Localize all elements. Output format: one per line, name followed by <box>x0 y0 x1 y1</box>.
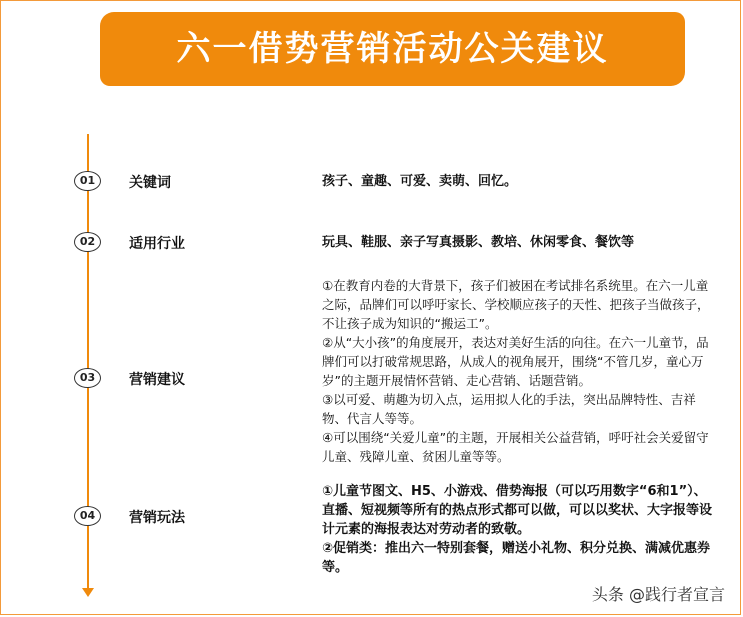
step-badge-03: 03 <box>74 368 101 388</box>
row-label-suggestions: 营销建议 <box>129 372 185 388</box>
row-content-suggestions <box>322 276 717 466</box>
row-label-tactics: 营销玩法 <box>129 510 185 526</box>
row-content-keywords <box>322 172 717 191</box>
step-badge-01: 01 <box>74 171 101 191</box>
page-title: 六一借势营销活动公关建议 <box>176 29 609 69</box>
timeline-arrow-icon <box>82 588 94 597</box>
content-paragraph: ④可以围绕“关爱儿童”的主题，开展相关公益营销，呼吁社会关爱留守儿童、残障儿童、贫困儿童等等。 <box>322 430 709 464</box>
content-paragraph: ②从“大小孩”的角度展开，表达对美好生活的向往。在六一儿童节，品牌们可以打破常规思路，从成人的视角展开，围绕“不管几岁，童心万岁”的主题开展情怀营销、走心营销、话题营销。 <box>322 335 709 388</box>
content-line: 孩子、童趣、可爱、卖萌、回忆。 <box>322 174 518 189</box>
content-paragraph: ③以可爱、萌趣为切入点，运用拟人化的手法，突出品牌特性、吉祥物、代言人等等。 <box>322 392 696 426</box>
step-badge-02: 02 <box>74 232 101 252</box>
content-paragraph: ①在教育内卷的大背景下，孩子们被困在考试排名系统里。在六一儿童之际，品牌们可以呼吁家长、学校顺应孩子的天性、把孩子当做孩子，不让孩子成为知识的“搬运工”。 <box>322 278 710 331</box>
content-line: 玩具、鞋服、亲子写真摄影、教培、休闲零食、餐饮等 <box>322 235 635 250</box>
watermark: 头条 @践行者宣言 <box>591 585 725 604</box>
content-paragraph: ①儿童节图文、H5、小游戏、借势海报（可以巧用数字“6和1”）、直播、短视频等所有的热点形式都可以做，可以以奖状、大字报等设计元素的海报表达对劳动者的致敬。 <box>322 484 713 537</box>
content-paragraph: ②促销类：推出六一特别套餐，赠送小礼物、积分兑换、满减优惠券等。 <box>322 541 711 575</box>
row-content-industries <box>322 233 717 252</box>
step-badge-04: 04 <box>74 506 101 526</box>
row-label-keywords: 关键词 <box>129 175 171 191</box>
row-label-industries: 适用行业 <box>129 236 185 252</box>
row-content-tactics <box>322 482 717 577</box>
